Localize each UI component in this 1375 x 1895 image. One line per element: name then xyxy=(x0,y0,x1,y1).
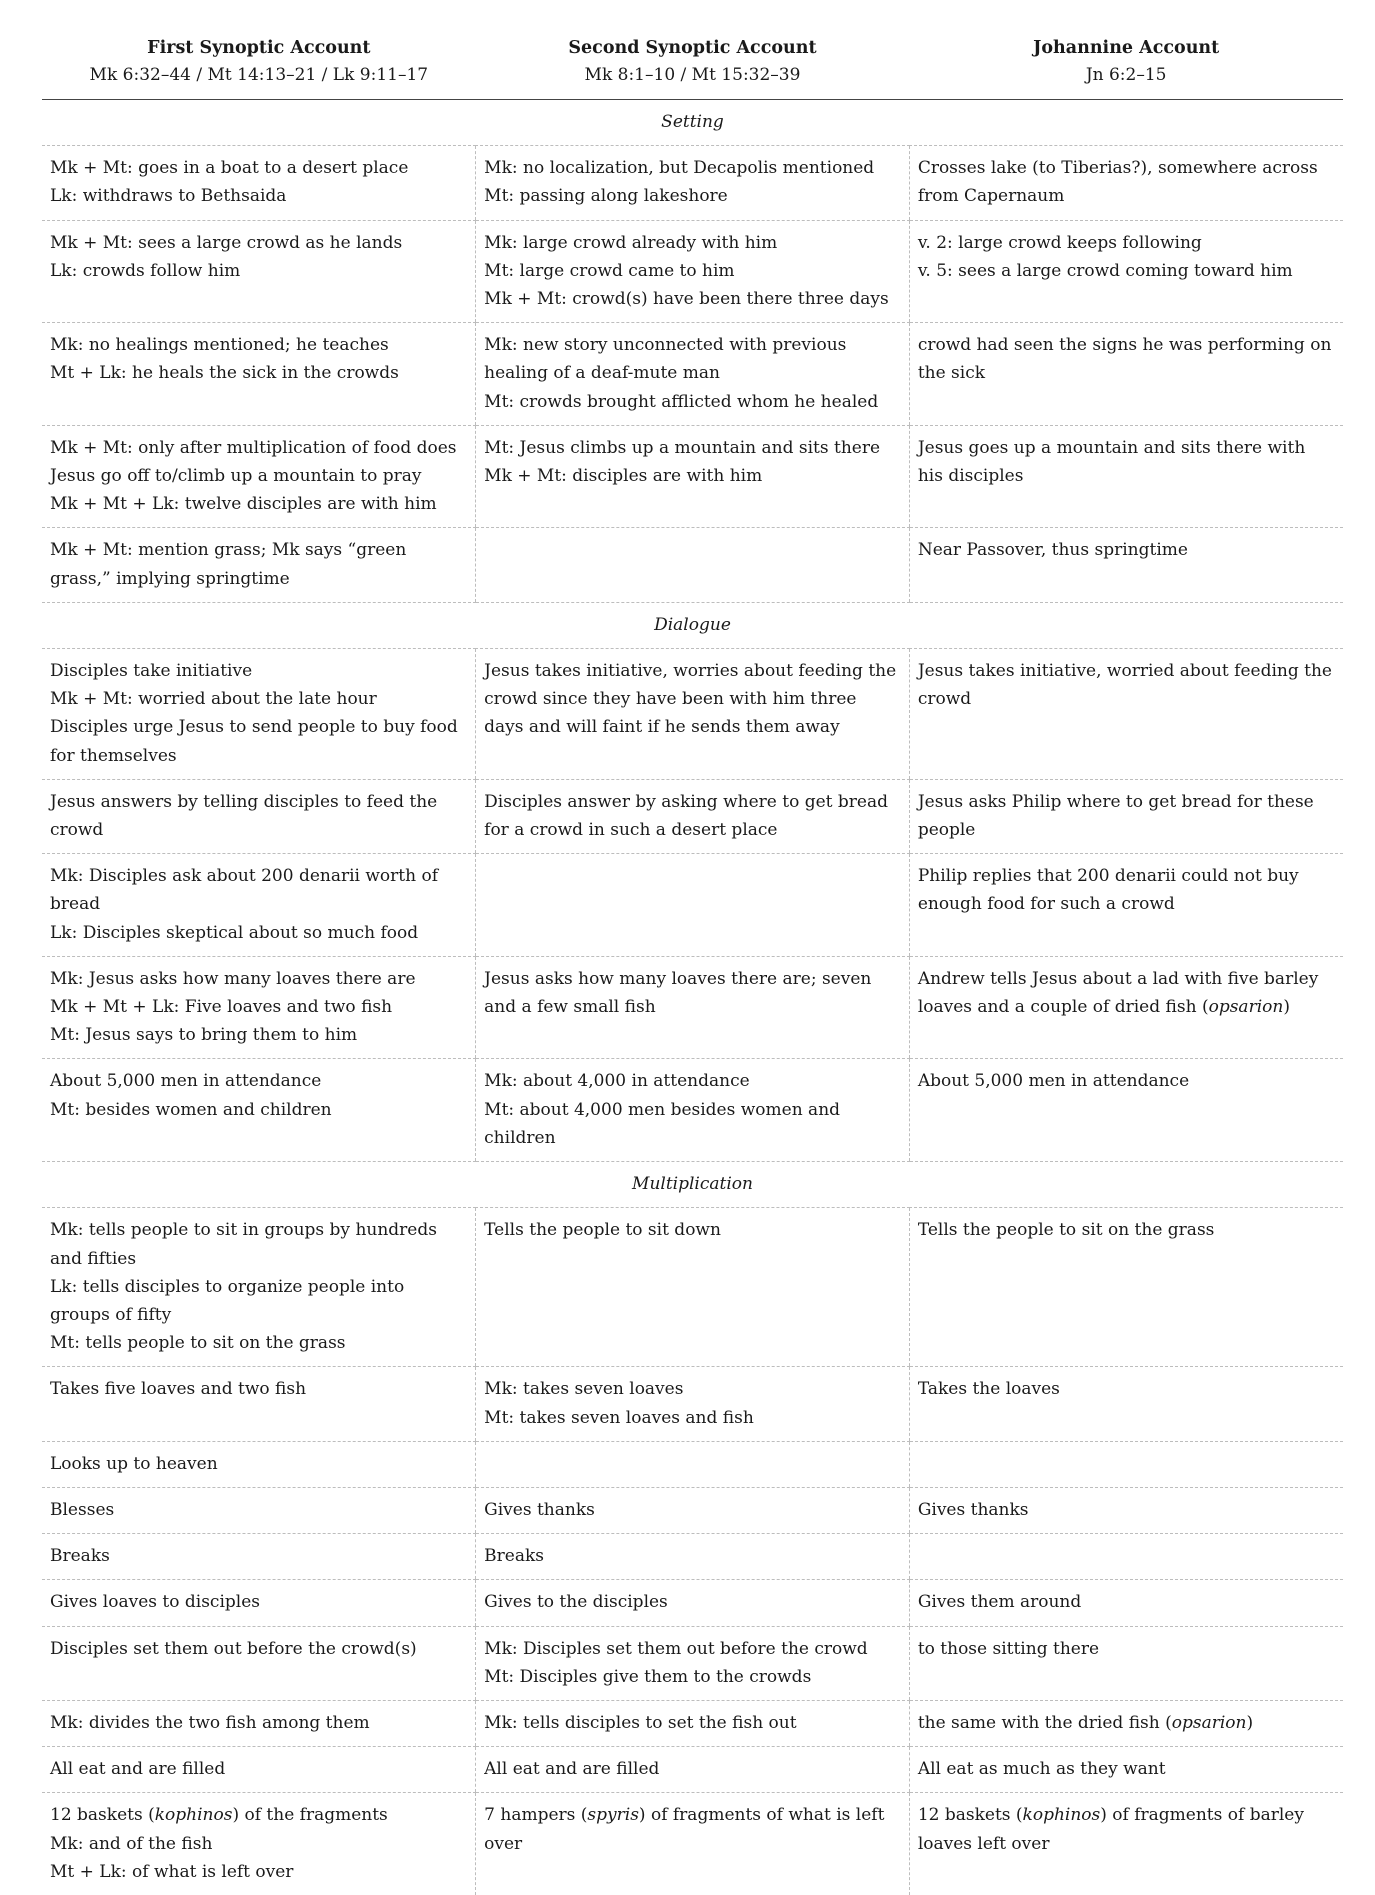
cell-text: Lk: withdraws to Bethsaida xyxy=(50,186,287,207)
cell-text: Breaks xyxy=(50,1546,110,1567)
cell-first-synoptic xyxy=(42,220,476,323)
cell-second-synoptic xyxy=(476,220,910,323)
cell-text: Mk: Disciples ask about 200 denarii worth of bread xyxy=(50,866,439,915)
cell-second-synoptic xyxy=(476,1747,910,1793)
section-title: Setting xyxy=(42,100,1343,146)
table-row xyxy=(42,1441,1343,1487)
column-header-johannine xyxy=(909,35,1343,100)
table-row xyxy=(42,1700,1343,1746)
cell-text: Mt: Jesus climbs up a mountain and sits there xyxy=(484,437,881,458)
table-row xyxy=(42,323,1343,426)
cell-second-synoptic xyxy=(476,146,910,220)
cell-second-synoptic xyxy=(476,956,910,1059)
table-row xyxy=(42,956,1343,1059)
cell-second-synoptic xyxy=(476,1793,910,1895)
column-title: Johannine Account xyxy=(1033,38,1220,58)
cell-second-synoptic xyxy=(476,323,910,426)
cell-text: ) of the fragments xyxy=(232,1805,388,1826)
cell-johannine xyxy=(909,1747,1343,1793)
section-title: Dialogue xyxy=(42,602,1343,648)
table-row xyxy=(42,1208,1343,1367)
cell-first-synoptic xyxy=(42,1626,476,1700)
cell-text: Mk + Mt + Lk: Five loaves and two fish xyxy=(50,997,393,1018)
cell-johannine xyxy=(909,1700,1343,1746)
cell-text: Gives loaves to disciples xyxy=(50,1592,260,1613)
table-row xyxy=(42,1626,1343,1700)
cell-text: v. 2: large crowd keeps following xyxy=(917,232,1202,253)
cell-first-synoptic xyxy=(42,1747,476,1793)
cell-text: Lk: tells disciples to organize people into groups of fifty xyxy=(50,1276,405,1325)
cell-text: Mk: takes seven loaves xyxy=(484,1379,684,1400)
cell-first-synoptic xyxy=(42,956,476,1059)
cell-text: Mk: tells people to sit in groups by hundreds and fifties xyxy=(50,1220,437,1269)
cell-text: Mt: large crowd came to him xyxy=(484,260,735,281)
cell-second-synoptic xyxy=(476,1626,910,1700)
cell-first-synoptic xyxy=(42,323,476,426)
cell-text: Jesus goes up a mountain and sits there with his disciples xyxy=(917,437,1306,487)
table-row xyxy=(42,1487,1343,1533)
column-title: Second Synoptic Account xyxy=(568,38,817,58)
cell-johannine xyxy=(909,1441,1343,1487)
table-row xyxy=(42,1534,1343,1580)
cell-text: the same with the dried fish ( xyxy=(917,1712,1172,1733)
table-row xyxy=(42,220,1343,323)
italic-term: kophinos xyxy=(1022,1805,1101,1826)
cell-johannine xyxy=(909,1208,1343,1367)
cell-text: All eat and are filled xyxy=(484,1759,660,1780)
cell-second-synoptic xyxy=(476,1534,910,1580)
cell-text: About 5,000 men in attendance xyxy=(917,1071,1190,1092)
cell-text: Takes the loaves xyxy=(917,1379,1060,1400)
cell-text: Mk: divides the two fish among them xyxy=(50,1712,370,1733)
cell-text: Mk: tells disciples to set the fish out xyxy=(484,1712,797,1733)
cell-text: Mk: large crowd already with him xyxy=(484,232,778,253)
table-row xyxy=(42,779,1343,853)
section-row xyxy=(42,100,1343,146)
cell-second-synoptic xyxy=(476,779,910,853)
cell-text: Mt + Lk: of what is left over xyxy=(50,1861,294,1882)
cell-first-synoptic xyxy=(42,854,476,957)
cell-text: Mk + Mt: mention grass; Mk says “green grass,” implying springtime xyxy=(50,540,407,589)
cell-text: Crosses lake (to Tiberias?), somewhere across from Capernaum xyxy=(917,158,1318,207)
table-row xyxy=(42,1367,1343,1441)
table-row xyxy=(42,854,1343,957)
section-title: Multiplication xyxy=(42,1162,1343,1208)
cell-text: Disciples take initiative xyxy=(50,661,253,682)
cell-second-synoptic xyxy=(476,528,910,602)
cell-text: Lk: crowds follow him xyxy=(50,260,241,281)
cell-first-synoptic xyxy=(42,1208,476,1367)
cell-first-synoptic xyxy=(42,1534,476,1580)
cell-text: Gives thanks xyxy=(917,1499,1029,1520)
cell-second-synoptic xyxy=(476,425,910,528)
cell-text: Mk: no localization, but Decapolis mentioned xyxy=(484,158,875,179)
cell-second-synoptic xyxy=(476,1441,910,1487)
cell-text: Jesus takes initiative, worries about feeding the crowd since they have been with him three days and will faint if he sends them away xyxy=(484,661,897,738)
table-row xyxy=(42,1059,1343,1162)
cell-second-synoptic xyxy=(476,1208,910,1367)
table-row xyxy=(42,1747,1343,1793)
cell-text: ) xyxy=(1283,997,1290,1018)
cell-second-synoptic xyxy=(476,854,910,957)
cell-text: Mt: Jesus says to bring them to him xyxy=(50,1025,358,1046)
cell-first-synoptic xyxy=(42,1059,476,1162)
cell-text: to those sitting there xyxy=(917,1638,1100,1659)
cell-text: Mt: about 4,000 men besides women and children xyxy=(484,1099,841,1148)
cell-first-synoptic xyxy=(42,528,476,602)
cell-text: Gives them around xyxy=(917,1592,1082,1613)
cell-text: All eat and are filled xyxy=(50,1759,226,1780)
cell-text: Mk: and of the fish xyxy=(50,1833,213,1854)
cell-text: Mt: takes seven loaves and fish xyxy=(484,1407,754,1428)
cell-text: Jesus asks how many loaves there are; seven and a few small fish xyxy=(484,968,872,1018)
cell-text: ) of fragments of what is left over xyxy=(484,1805,885,1854)
cell-text: Mt + Lk: he heals the sick in the crowds xyxy=(50,363,399,384)
cell-second-synoptic xyxy=(476,1580,910,1626)
cell-first-synoptic xyxy=(42,146,476,220)
cell-johannine xyxy=(909,779,1343,853)
italic-term: opsarion xyxy=(1171,1712,1247,1733)
cell-text: Tells the people to sit on the grass xyxy=(917,1220,1215,1241)
column-references: Mk 6:32–44 / Mt 14:13–21 / Lk 9:11–17 xyxy=(89,65,429,85)
table-row xyxy=(42,1580,1343,1626)
cell-johannine xyxy=(909,528,1343,602)
cell-text: Mk: Disciples set them out before the crowd xyxy=(484,1638,868,1659)
cell-text: Andrew tells Jesus about a lad with five barley loaves and a couple of dried fish ( xyxy=(917,968,1319,1018)
cell-johannine xyxy=(909,323,1343,426)
table-body xyxy=(42,100,1343,1895)
cell-text: Mt: crowds brought afflicted whom he healed xyxy=(484,391,879,412)
cell-first-synoptic xyxy=(42,1793,476,1895)
cell-text: Jesus takes initiative, worried about feeding the crowd xyxy=(917,661,1332,710)
cell-text: Near Passover, thus springtime xyxy=(917,540,1188,561)
cell-text: Mk + Mt: only after multiplication of food does Jesus go off to/climb up a mountain to pray xyxy=(50,437,457,487)
cell-second-synoptic xyxy=(476,1487,910,1533)
column-references: Mk 8:1–10 / Mt 15:32–39 xyxy=(584,65,801,85)
cell-johannine xyxy=(909,1534,1343,1580)
cell-first-synoptic xyxy=(42,1580,476,1626)
cell-text: Mt: Disciples give them to the crowds xyxy=(484,1666,812,1687)
cell-second-synoptic xyxy=(476,1700,910,1746)
cell-text: Jesus answers by telling disciples to feed the crowd xyxy=(50,791,438,841)
cell-text: Mk + Mt + Lk: twelve disciples are with him xyxy=(50,494,437,515)
cell-first-synoptic xyxy=(42,1441,476,1487)
cell-text: Gives to the disciples xyxy=(484,1592,668,1613)
cell-second-synoptic xyxy=(476,649,910,780)
cell-johannine xyxy=(909,146,1343,220)
cell-johannine xyxy=(909,1793,1343,1895)
cell-text: ) of fragments of barley loaves left over xyxy=(917,1805,1304,1854)
cell-johannine xyxy=(909,220,1343,323)
italic-term: spyris xyxy=(587,1805,639,1826)
section-row xyxy=(42,1162,1343,1208)
cell-text: Philip replies that 200 denarii could not buy enough food for such a crowd xyxy=(917,866,1299,915)
cell-text: 12 baskets ( xyxy=(50,1805,155,1826)
cell-text: Mt: passing along lakeshore xyxy=(484,186,728,207)
cell-second-synoptic xyxy=(476,1367,910,1441)
cell-text: Looks up to heaven xyxy=(50,1453,218,1474)
cell-text: Mk + Mt: sees a large crowd as he lands xyxy=(50,232,403,253)
cell-text: Gives thanks xyxy=(484,1499,595,1520)
cell-first-synoptic xyxy=(42,1487,476,1533)
column-header-second-synoptic xyxy=(476,35,910,100)
cell-johannine xyxy=(909,1487,1343,1533)
column-references: Jn 6:2–15 xyxy=(1085,65,1167,85)
cell-text: Takes five loaves and two fish xyxy=(50,1379,307,1400)
comparison-table xyxy=(42,35,1343,1895)
table-row xyxy=(42,528,1343,602)
cell-text: Mt: besides women and children xyxy=(50,1099,332,1120)
cell-text: Lk: Disciples skeptical about so much food xyxy=(50,922,419,943)
cell-johannine xyxy=(909,854,1343,957)
cell-text: Mk: Jesus asks how many loaves there are xyxy=(50,968,416,989)
cell-text: Jesus asks Philip where to get bread for these people xyxy=(917,791,1314,841)
cell-text: Mk + Mt: disciples are with him xyxy=(484,466,763,487)
cell-text: v. 5: sees a large crowd coming toward him xyxy=(917,260,1293,281)
header-row xyxy=(42,35,1343,100)
cell-text: Mk: no healings mentioned; he teaches xyxy=(50,335,389,356)
cell-text: Mk + Mt: crowd(s) have been there three days xyxy=(484,289,889,310)
cell-text: About 5,000 men in attendance xyxy=(50,1071,322,1092)
table-header xyxy=(42,35,1343,100)
cell-text: 12 baskets ( xyxy=(917,1805,1023,1826)
italic-term: opsarion xyxy=(1208,997,1284,1018)
table-row xyxy=(42,649,1343,780)
table-row xyxy=(42,146,1343,220)
cell-text: Mt: tells people to sit on the grass xyxy=(50,1333,346,1354)
cell-first-synoptic xyxy=(42,1700,476,1746)
table-row xyxy=(42,1793,1343,1895)
column-title: First Synoptic Account xyxy=(147,38,371,58)
cell-text: Mk + Mt: worried about the late hour xyxy=(50,689,377,710)
cell-first-synoptic xyxy=(42,779,476,853)
cell-text: ) xyxy=(1246,1712,1254,1733)
cell-johannine xyxy=(909,425,1343,528)
cell-text: Mk + Mt: goes in a boat to a desert place xyxy=(50,158,409,179)
cell-text: Disciples answer by asking where to get bread for a crowd in such a desert place xyxy=(484,791,888,841)
cell-johannine xyxy=(909,1580,1343,1626)
cell-johannine xyxy=(909,649,1343,780)
cell-first-synoptic xyxy=(42,425,476,528)
cell-text: Mk: about 4,000 in attendance xyxy=(484,1071,750,1092)
cell-text: Breaks xyxy=(484,1546,544,1567)
cell-text: Blesses xyxy=(50,1499,115,1520)
cell-text: crowd had seen the signs he was performing on the sick xyxy=(917,335,1332,384)
cell-text: Disciples urge Jesus to send people to buy food for themselves xyxy=(50,717,458,766)
cell-johannine xyxy=(909,956,1343,1059)
italic-term: kophinos xyxy=(154,1805,233,1826)
cell-johannine xyxy=(909,1367,1343,1441)
table-row xyxy=(42,425,1343,528)
cell-johannine xyxy=(909,1059,1343,1162)
cell-text: Mk: new story unconnected with previous healing of a deaf-mute man xyxy=(484,335,847,384)
cell-text: 7 hampers ( xyxy=(484,1805,588,1826)
cell-first-synoptic xyxy=(42,649,476,780)
cell-first-synoptic xyxy=(42,1367,476,1441)
cell-johannine xyxy=(909,1626,1343,1700)
cell-text: Tells the people to sit down xyxy=(484,1220,721,1241)
section-row xyxy=(42,602,1343,648)
cell-text: Disciples set them out before the crowd(s) xyxy=(50,1638,417,1659)
cell-text: All eat as much as they want xyxy=(917,1759,1166,1780)
cell-second-synoptic xyxy=(476,1059,910,1162)
column-header-first-synoptic xyxy=(42,35,476,100)
